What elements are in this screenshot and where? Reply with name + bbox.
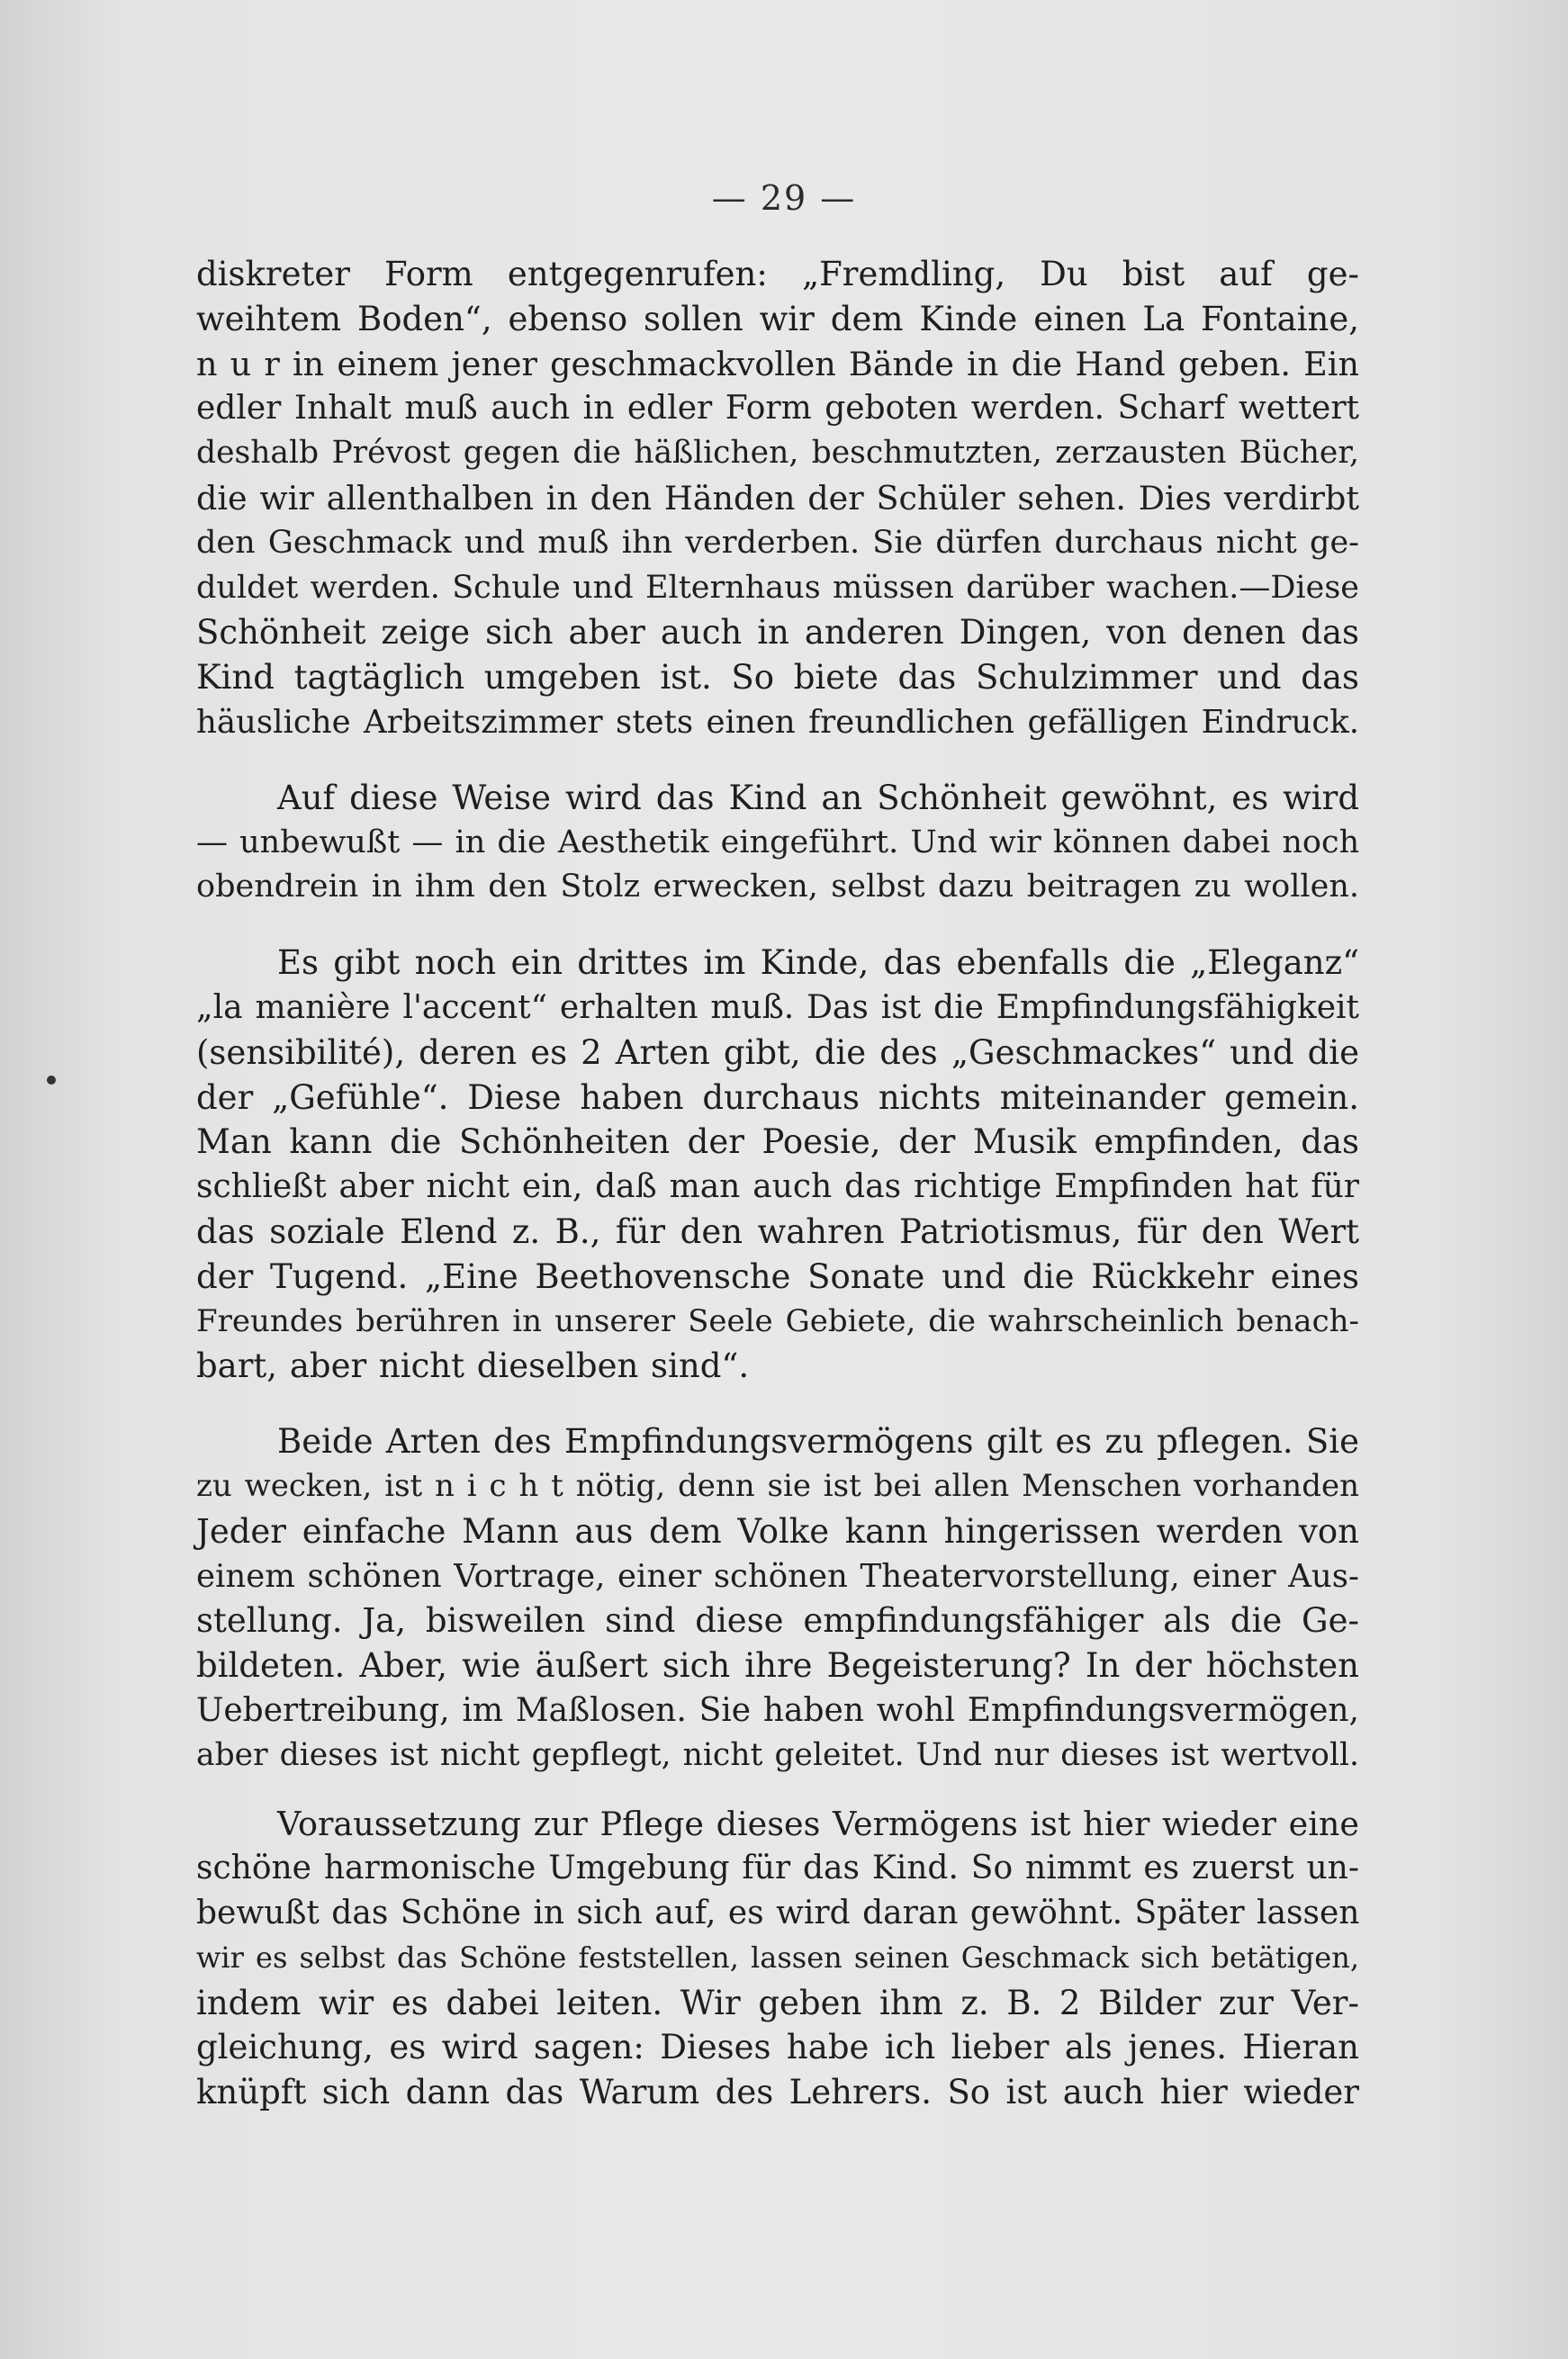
text-line: Uebertreibung, im Maßlosen. Sie haben wohl Empfindungsvermögen, — [196, 1691, 1359, 1729]
text-line: die wir allenthalben in den Händen der Schüler sehen. Dies verdirbt — [196, 478, 1359, 518]
text-line: Auf diese Weise wird das Kind an Schönheit gewöhnt, es wird — [277, 778, 1359, 817]
text-line: das soziale Elend z. B., für den wahren Patriotismus, für den Wert — [196, 1211, 1359, 1251]
text-line: stellung. Ja, bisweilen sind diese empfindungsfähiger als die Ge- — [196, 1601, 1359, 1641]
text-line: n u r in einem jener geschmackvollen Bände in die Hand geben. Ein — [196, 344, 1359, 383]
page-number: — 29 — — [711, 178, 857, 218]
text-line: bewußt das Schöne in sich auf, es wird daran gewöhnt. Später lassen — [196, 1895, 1360, 1932]
margin-ink-dot — [47, 1076, 56, 1085]
paragraph-4 — [196, 1419, 1359, 1778]
paragraph-1 — [196, 252, 1359, 745]
text-line: obendrein in ihm den Stolz erwecken, selbst dazu beitragen zu wollen. — [196, 869, 1359, 905]
text-line: schließt aber nicht ein, daß man auch das richtige Empfinden hat für — [196, 1168, 1359, 1206]
text-line: häusliche Arbeitszimmer stets einen freundlichen gefälligen Eindruck. — [196, 703, 1359, 741]
paragraph-5 — [196, 1802, 1359, 2116]
text-line: Es gibt noch ein drittes im Kinde, das ebenfalls die „Eleganz“ — [277, 943, 1359, 983]
paragraph-2 — [196, 776, 1359, 910]
text-line: „la manière l'accent“ erhalten muß. Das ist die Empfindungsfähigkeit — [196, 988, 1359, 1026]
text-line: zu wecken, ist n i c h t nötig, denn sie ist bei allen Menschen vorhanden — [196, 1467, 1359, 1504]
text-line: der „Gefühle“. Diese haben durchaus nichts miteinander gemein. — [196, 1077, 1359, 1117]
text-line: indem wir es dabei leiten. Wir geben ihm z. B. 2 Bilder zur Ver- — [196, 1983, 1359, 2022]
text-line: weihtem Boden“, ebenso sollen wir dem Kinde einen La Fontaine, — [196, 299, 1359, 338]
text-line: (sensibilité), deren es 2 Arten gibt, die des „Geschmackes“ und die — [196, 1032, 1359, 1072]
text-line: der Tugend. „Eine Beethovensche Sonate und die Rückkehr eines — [196, 1256, 1359, 1296]
text-line: einem schönen Vortrage, einer schönen Theatervorstellung, einer Aus- — [196, 1557, 1359, 1595]
text-line: deshalb Prévost gegen die häßlichen, beschmutzten, zerzausten Bücher, — [196, 435, 1359, 472]
text-line: schöne harmonische Umgebung für das Kind. So nimmt es zuerst un- — [196, 1850, 1359, 1887]
text-line: Voraussetzung zur Pflege dieses Vermögens ist hier wieder eine — [277, 1804, 1359, 1843]
text-line: Kind tagtäglich umgeben ist. So biete das Schulzimmer und das — [196, 658, 1359, 698]
text-line: bildeten. Aber, wie äußert sich ihre Begeisterung? In der höchsten — [196, 1646, 1359, 1686]
paragraph-3 — [196, 941, 1359, 1389]
text-line: bart, aber nicht dieselben sind“. — [196, 1346, 750, 1386]
text-line: aber dieses ist nicht gepflegt, nicht geleitet. Und nur dieses ist wertvoll. — [196, 1736, 1359, 1773]
text-line: gleichung, es wird sagen: Dieses habe ich lieber als jenes. Hieran — [196, 2028, 1359, 2067]
text-line: diskreter Form entgegenrufen: „Fremdling, Du bist auf ge- — [196, 255, 1359, 293]
text-line: — unbewußt — in die Aesthetik eingeführt. Und wir können dabei noch — [196, 824, 1360, 860]
text-line: Jeder einfache Mann aus dem Volke kann hingerissen werden von — [196, 1511, 1359, 1551]
text-line: duldet werden. Schule und Elternhaus müssen darüber wachen.—Diese — [196, 569, 1359, 606]
text-line: Freundes berühren in unserer Seele Gebiete, die wahrscheinlich benach- — [196, 1302, 1359, 1339]
text-line: den Geschmack und muß ihn verderben. Sie dürfen durchaus nicht ge- — [196, 524, 1359, 561]
text-line: edler Inhalt muß auch in edler Form geboten werden. Scharf wettert — [196, 390, 1359, 428]
text-line: Schönheit zeige sich aber auch in anderen Dingen, von denen das — [196, 613, 1359, 653]
text-line: wir es selbst das Schöne feststellen, lassen seinen Geschmack sich betätigen, — [196, 1940, 1359, 1975]
body-text — [196, 252, 1359, 2115]
text-line: knüpft sich dann das Warum des Lehrers. So ist auch hier wieder — [196, 2073, 1359, 2112]
text-line: Beide Arten des Empfindungsvermögens gilt es zu pflegen. Sie — [277, 1422, 1359, 1462]
text-line: Man kann die Schönheiten der Poesie, der Musik empfinden, das — [196, 1122, 1359, 1162]
